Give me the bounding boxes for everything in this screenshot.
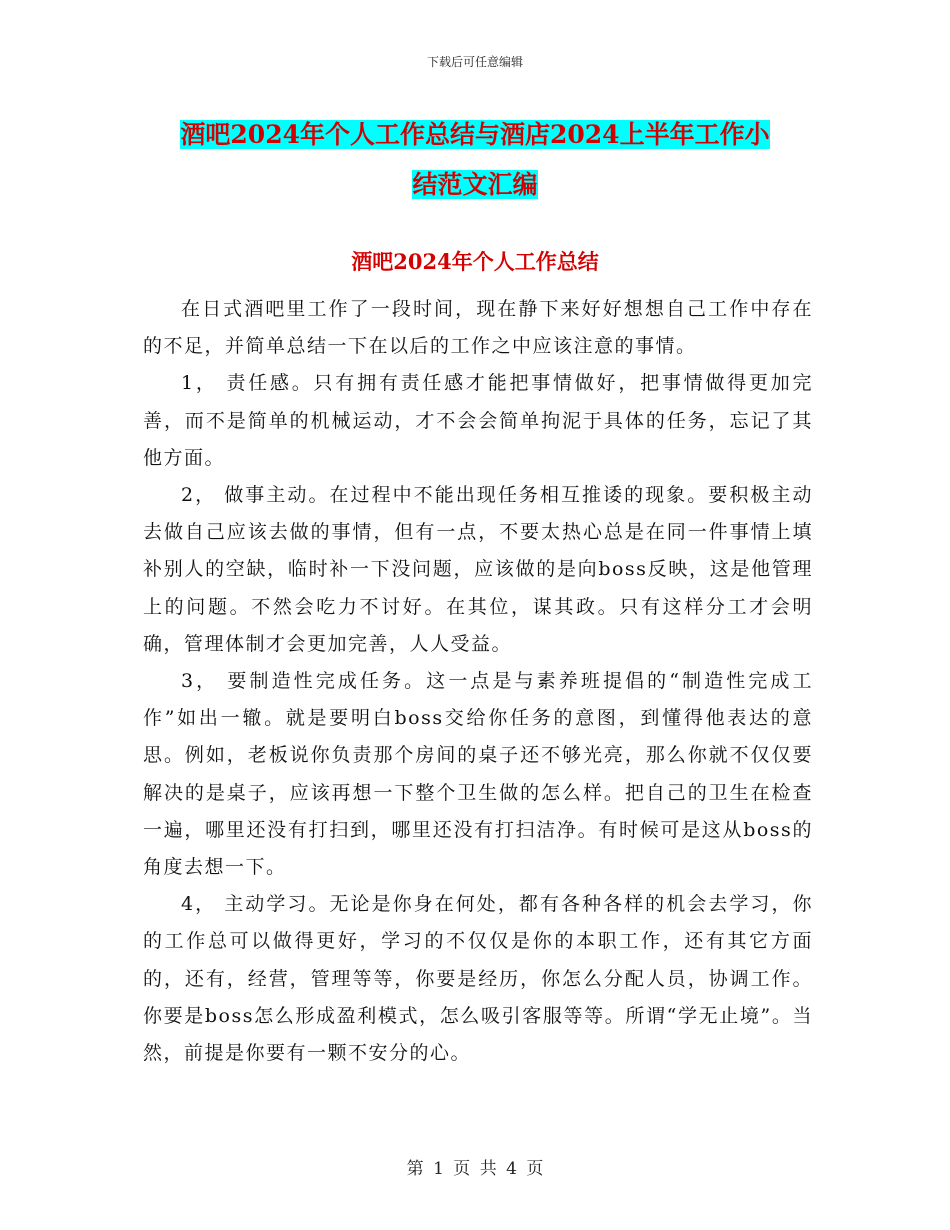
paragraph-item-3: 3， 要制造性完成任务。这一点是与素养班提倡的“制造性完成工作”如出一辙。就是要明白boss交给你任务的意图，到懂得他表达的意思。例如，老板说你负责那个房间的桌子还不够光亮，那么你就不仅仅要解决的是桌子，应该再想一下整个卫生做的怎么样。把自己的卫生在检查一遍，哪里还没有打扫到，哪里还没有打扫洁净。有时候可是这从boss的角度去想一下。 (143, 670, 813, 879)
section-title: 酒吧2024年个人工作总结 (351, 249, 599, 274)
header-note: 下载后可任意编辑 (426, 55, 523, 69)
paragraph-item-2: 2， 做事主动。在过程中不能出现任务相互推诿的现象。要积极主动去做自己应该去做的事情，但有一点，不要太热心总是在同一件事情上填补别人的空缺，临时补一下没问题，应该做的是向boss反映，这是他管理上的问题。不然会吃力不讨好。在其位，谋其政。只有这样分工才会明确，管理体制才会更加完善，人人受益。 (143, 484, 813, 655)
title-line-2: 结范文汇编 (412, 170, 538, 199)
paragraph-intro: 在日式酒吧里工作了一段时间，现在静下来好好想想自己工作中存在的不足，并简单总结一下在以后的工作之中应该注意的事情。 (143, 298, 813, 358)
paragraph-item-1: 1， 责任感。只有拥有责任感才能把事情做好，把事情做得更加完善，而不是简单的机械运动，才不会会简单拘泥于具体的任务，忘记了其他方面。 (143, 372, 813, 469)
body-text (143, 291, 813, 1072)
paragraph-item-4: 4， 主动学习。无论是你身在何处，都有各种各样的机会去学习，你的工作总可以做得更好，学习的不仅仅是你的本职工作，还有其它方面的，还有，经营，管理等等，你要是经历，你怎么分配人员，协调工作。你要是boss怎么形成盈利模式，怎么吸引客服等等。所谓“学无止境”。当然，前提是你要有一颗不安分的心。 (143, 893, 813, 1065)
page-footer: 第 1 页 共 4 页 (406, 1159, 544, 1179)
document-title (0, 110, 950, 210)
title-line-1: 酒吧2024年个人工作总结与酒店2024上半年工作小 (180, 120, 770, 149)
